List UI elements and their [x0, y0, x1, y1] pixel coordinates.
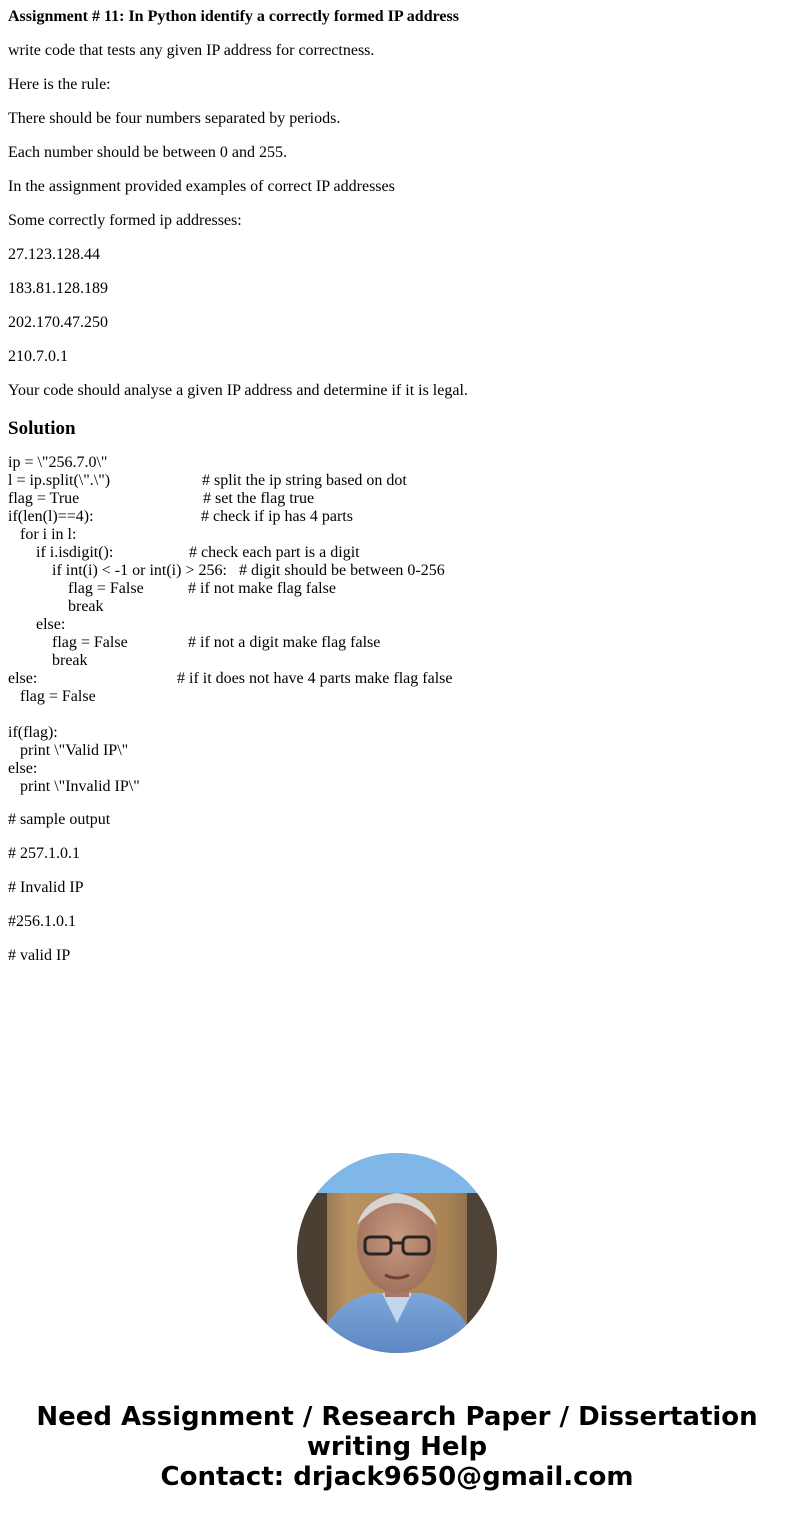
contact-banner: [0, 1402, 794, 1492]
code-line: [8, 472, 788, 490]
solution-heading: Solution: [8, 418, 76, 439]
code-line: [8, 706, 788, 724]
sample-output-line: # 257.1.0.1: [8, 845, 80, 862]
sample-output-line: # sample output: [8, 811, 111, 828]
sample-output-block: [8, 810, 788, 966]
example-ip: 210.7.0.1: [8, 348, 68, 365]
code-text: else:: [8, 670, 38, 687]
example-ip: 183.81.128.189: [8, 280, 108, 297]
code-text: else:: [8, 616, 66, 633]
code-line: [8, 544, 788, 562]
code-comment: # check each part is a digit: [189, 544, 360, 561]
code-line: [8, 688, 788, 706]
assignment-paragraphs: [8, 41, 788, 401]
banner-line: writing Help: [306, 1432, 488, 1462]
code-line: [8, 778, 788, 796]
code-comment: # split the ip string based on dot: [202, 472, 407, 489]
code-line: [8, 508, 788, 526]
code-line: [8, 616, 788, 634]
code-text: if i.isdigit():: [8, 544, 114, 561]
code-line: [8, 562, 788, 580]
paragraph: In the assignment provided examples of correct IP addresses: [8, 178, 395, 195]
banner-line: Need Assignment / Research Paper / Dissertation: [36, 1402, 758, 1432]
assignment-title: Assignment # 11: In Python identify a correctly formed IP address: [8, 8, 459, 25]
code-line: [8, 652, 788, 670]
code-comment: # if it does not have 4 parts make flag false: [177, 670, 453, 687]
code-line: [8, 490, 788, 508]
code-text: l = ip.split(\".\"): [8, 472, 111, 489]
code-text: break: [8, 652, 88, 669]
code-text: else:: [8, 760, 38, 777]
code-line: [8, 724, 788, 742]
code-text: print \"Valid IP\": [8, 742, 129, 759]
code-text: for i in l:: [8, 526, 77, 543]
code-text: if int(i) < -1 or int(i) > 256:: [8, 562, 227, 579]
code-line: [8, 598, 788, 616]
paragraph: Here is the rule:: [8, 76, 111, 93]
author-avatar: [297, 1153, 497, 1353]
example-ip: 202.170.47.250: [8, 314, 108, 331]
avatar-photo: [297, 1153, 497, 1353]
code-text: flag = False: [8, 580, 144, 597]
code-text: break: [8, 598, 104, 615]
paragraph: write code that tests any given IP address for correctness.: [8, 42, 375, 59]
code-comment: # if not make flag false: [188, 580, 336, 597]
code-line: [8, 742, 788, 760]
banner-contact: Contact: drjack9650@gmail.com: [160, 1462, 634, 1492]
code-line: [8, 670, 788, 688]
code-comment: # if not a digit make flag false: [188, 634, 381, 651]
code-text: if(flag):: [8, 724, 58, 741]
code-text: if(len(l)==4):: [8, 508, 94, 525]
code-line: [8, 454, 788, 472]
code-comment: # digit should be between 0-256: [239, 562, 445, 579]
code-text: print \"Invalid IP\": [8, 778, 140, 795]
example-ip: 27.123.128.44: [8, 246, 100, 263]
code-line: [8, 634, 788, 652]
code-line: [8, 526, 788, 544]
code-comment: # set the flag true: [203, 490, 315, 507]
paragraph: Each number should be between 0 and 255.: [8, 144, 288, 161]
paragraph: There should be four numbers separated by periods.: [8, 110, 341, 127]
sample-output-line: #256.1.0.1: [8, 913, 76, 930]
code-comment: # check if ip has 4 parts: [201, 508, 353, 525]
code-text: ip = \"256.7.0\": [8, 454, 108, 471]
code-text: flag = False: [8, 634, 128, 651]
sample-output-line: # valid IP: [8, 947, 71, 964]
code-text: flag = False: [8, 688, 96, 705]
document-body: [8, 0, 788, 966]
paragraph: Your code should analyse a given IP address and determine if it is legal.: [8, 382, 468, 399]
code-text: flag = True: [8, 490, 80, 507]
solution-code-block: [8, 454, 788, 796]
paragraph: Some correctly formed ip addresses:: [8, 212, 242, 229]
sample-output-line: # Invalid IP: [8, 879, 84, 896]
code-line: [8, 760, 788, 778]
code-line: [8, 580, 788, 598]
